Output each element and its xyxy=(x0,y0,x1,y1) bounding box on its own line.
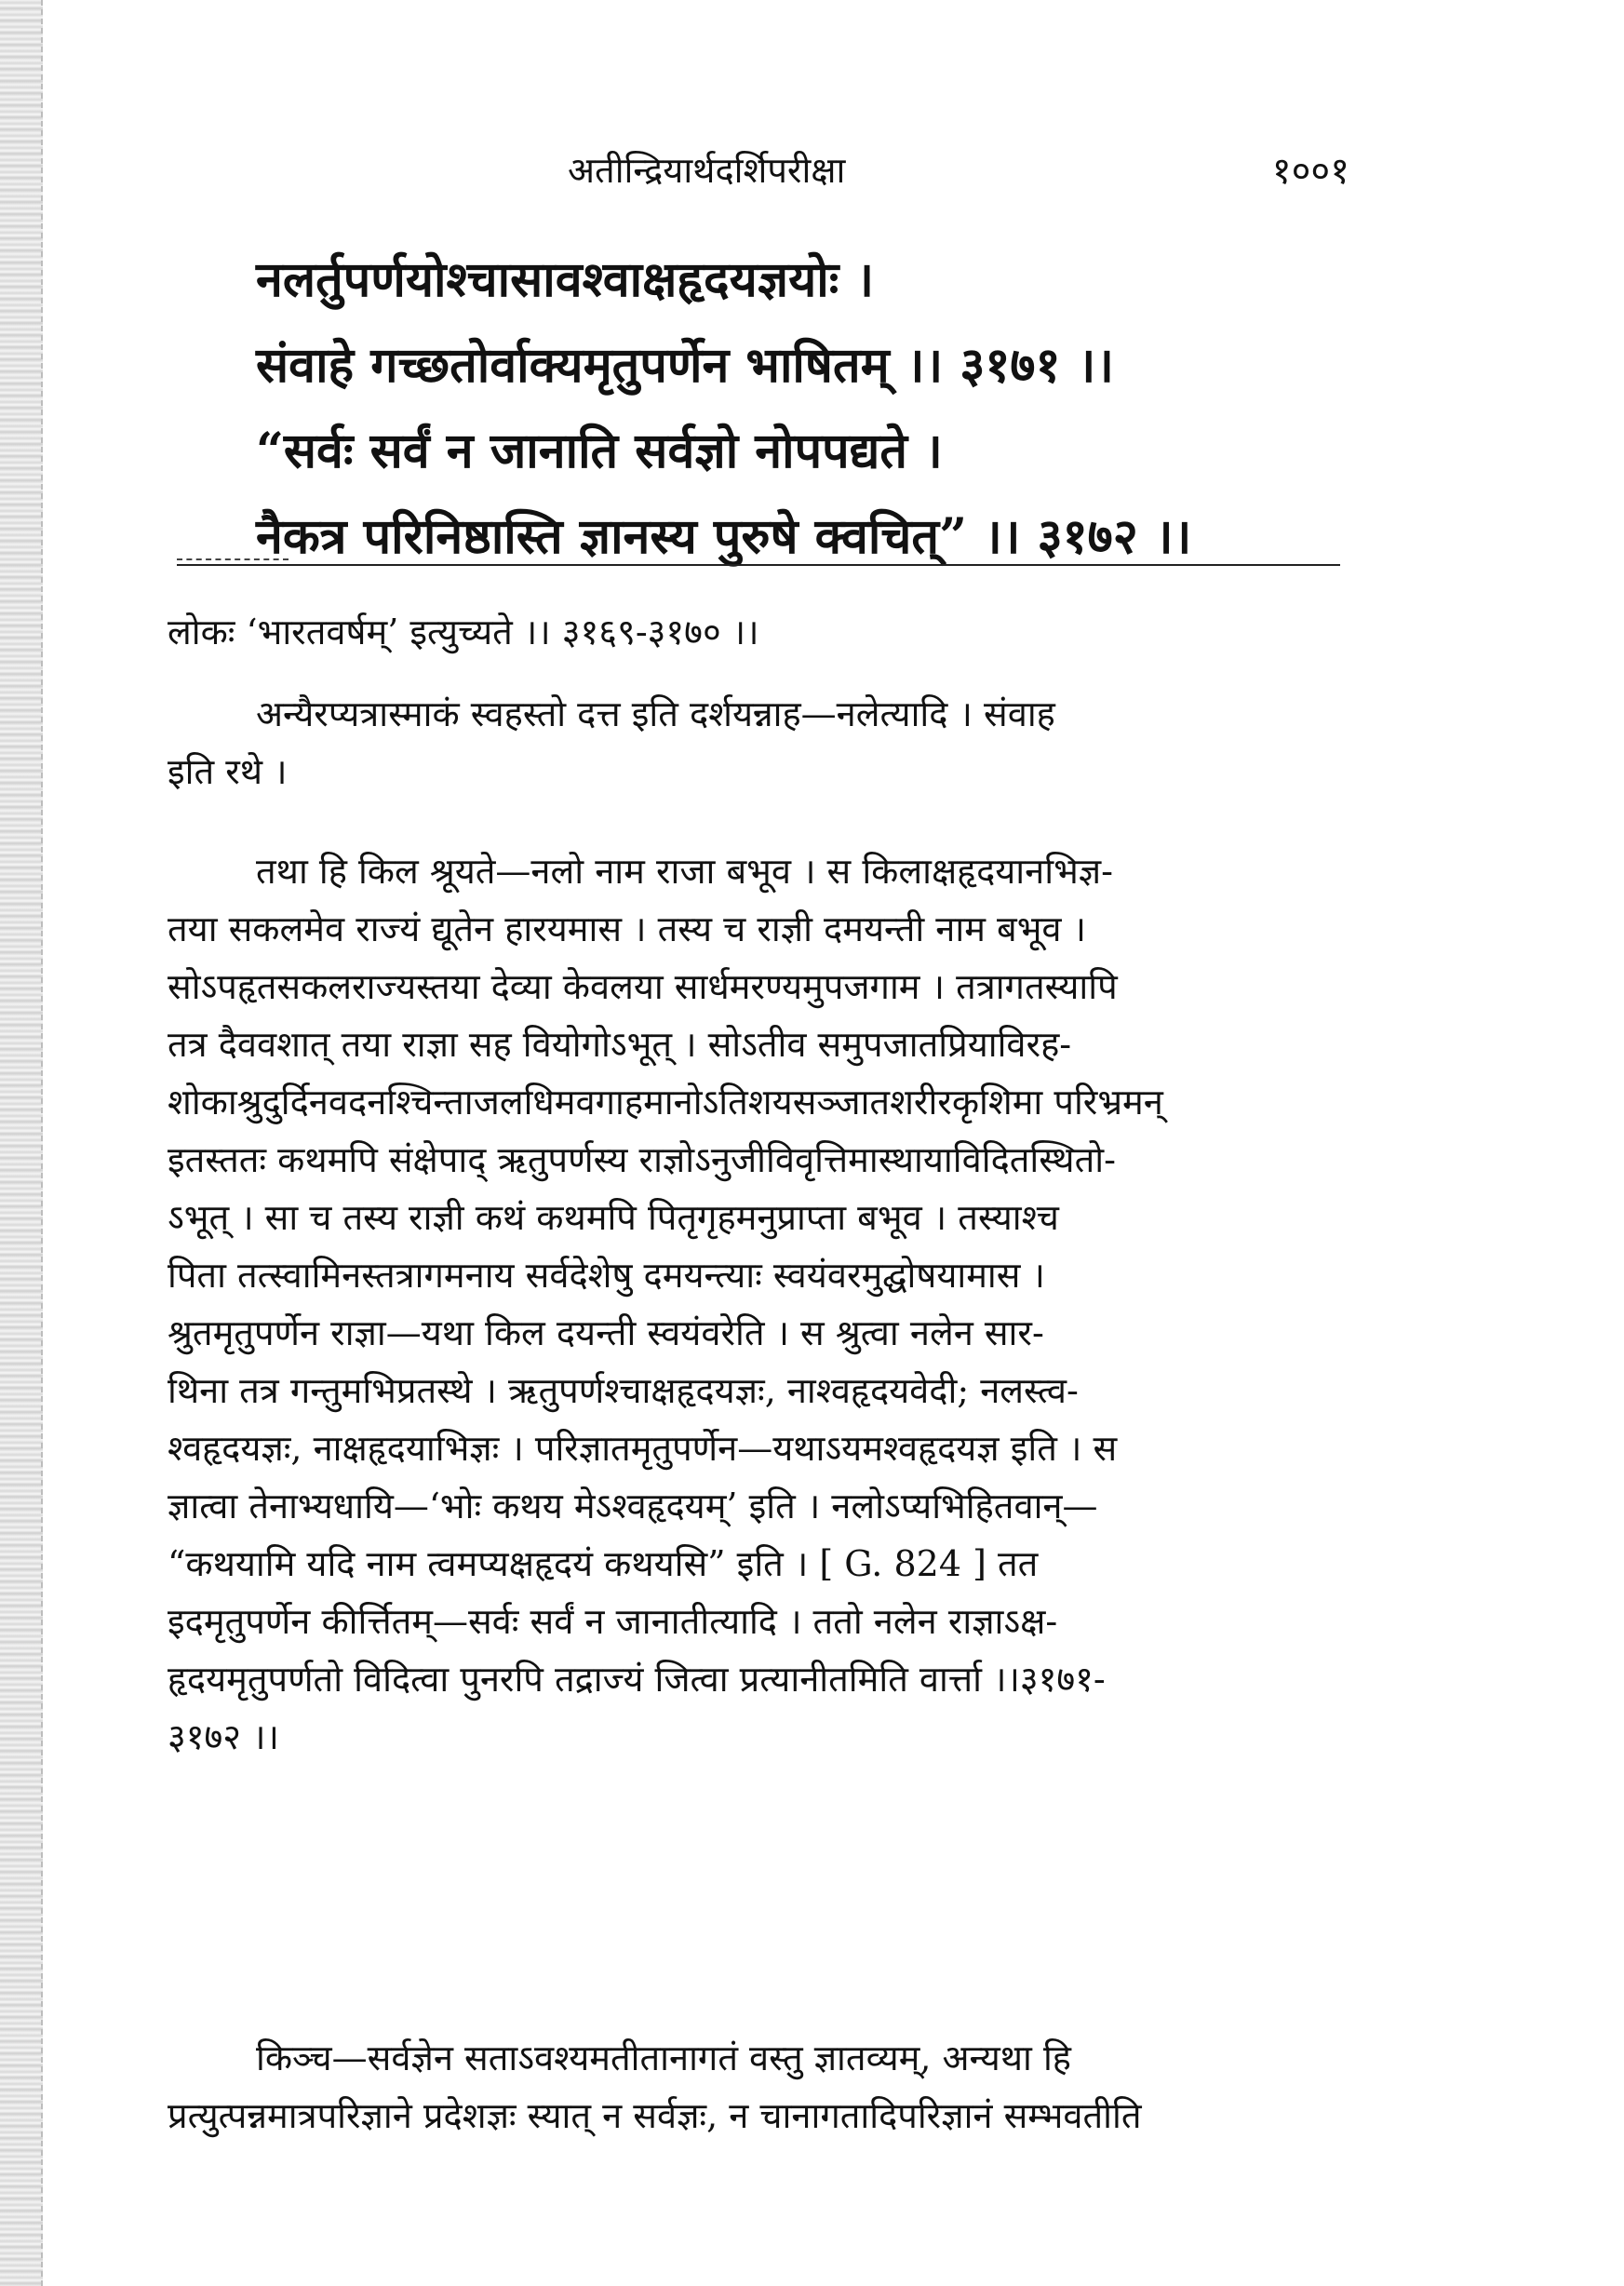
verse-line: “सर्वः सर्वं न जानाति सर्वज्ञो नोपपद्यते । xyxy=(256,423,943,479)
commentary-paragraph-4 xyxy=(168,2029,1345,2145)
commentary-paragraph-3 xyxy=(168,842,1345,1766)
verse-line: संवाहे गच्छतोर्वाक्यमृतुपर्णेन भाषितम् ।। ३१७१ ।। xyxy=(256,337,1114,394)
verse-line: नैकत्र परिनिष्ठास्ति ज्ञानस्य पुरुषे क्वचित्” ।। ३१७२ ।। xyxy=(256,508,1192,565)
text-line: सोऽपहृतसकलराज्यस्तया देव्या केवलया सार्धमरण्यमुपजगाम । तत्रागतस्यापि xyxy=(168,966,1118,1007)
text-line: इतस्ततः कथमपि संक्षेपाद् ऋतुपर्णस्य राज्ञोऽनुजीविवृत्तिमास्थायाविदितस्थितो- xyxy=(168,1139,1116,1180)
verse-block xyxy=(256,237,1326,580)
text-line: इति रथे । xyxy=(168,751,288,792)
text-line: पिता तत्स्वामिनस्तत्रागमनाय सर्वदेशेषु दमयन्त्याः स्वयंवरमुद्घोषयामास । xyxy=(168,1255,1045,1296)
text-line: ज्ञात्वा तेनाभ्यधायि—‘भोः कथय मेऽश्वहृदयम्’ इति । नलोऽप्यभिहितवान्— xyxy=(168,1486,1098,1526)
verse-line: नलर्तुपर्णयोश्चासावश्वाक्षहृदयज्ञयोः । xyxy=(256,251,875,308)
text-line: हृदयमृतुपर्णतो विदित्वा पुनरपि तद्राज्यं जित्वा प्रत्यानीतमिति वार्त्ता ।।३१७१- xyxy=(168,1659,1106,1700)
text-line: लोकः ‘भारतवर्षम्’ इत्युच्यते ।। ३१६९-३१७० ।। xyxy=(168,612,759,652)
text-line: तया सकलमेव राज्यं द्यूतेन हारयमास । तस्य च राज्ञी दमयन्ती नाम बभूव । xyxy=(168,908,1087,949)
text-line: अन्यैरप्यत्रास्माकं स्वहस्तो दत्त इति दर्शयन्नाह—नलेत्यादि । संवाह xyxy=(256,693,1055,734)
text-line: “कथयामि यदि नाम त्वमप्यक्षहृदयं कथयसि” इति । [ G. 824 ] तत xyxy=(168,1543,1039,1584)
divider-dashes xyxy=(177,558,289,560)
text-line: प्रत्युत्पन्नमात्रपरिज्ञाने प्रदेशज्ञः स्यात् न सर्वज्ञः, न चानागतादिपरिज्ञानं सम्भवतीति xyxy=(168,2095,1142,2136)
text-line: किञ्च—सर्वज्ञेन सताऽवश्यमतीतानागतं वस्तु ज्ञातव्यम्, अन्यथा हि xyxy=(256,2037,1071,2078)
text-line: तथा हि किल श्रूयते—नलो नाम राजा बभूव । स किलाक्षहृदयानभिज्ञ- xyxy=(256,851,1113,892)
commentary-paragraph-1 xyxy=(168,603,1345,661)
running-title: अतीन्द्रियार्थदर्शिपरीक्षा xyxy=(568,150,846,191)
text-line: ऽभूत् । सा च तस्य राज्ञी कथं कथमपि पितृगृहमनुप्राप्ता बभूव । तस्याश्च xyxy=(168,1197,1059,1238)
text-line: इदमृतुपर्णेन कीर्त्तितम्—सर्वः सर्वं न जानातीत्यादि । ततो नलेन राज्ञाऽक्ष- xyxy=(168,1601,1058,1642)
divider-rule xyxy=(177,564,1340,566)
commentary-paragraph-2 xyxy=(168,685,1345,800)
text-line: श्रुतमृतुपर्णेन राज्ञा—यथा किल दयन्ती स्वयंवरेति । स श्रुत्वा नलेन सार- xyxy=(168,1312,1044,1353)
page-binding-edge xyxy=(0,0,43,2286)
page-header xyxy=(177,140,1349,205)
text-line: थिना तत्र गन्तुमभिप्रतस्थे । ऋतुपर्णश्चाक्षहृदयज्ञः, नाश्वहृदयवेदी; नलस्त्व- xyxy=(168,1370,1079,1411)
page-number: १००१ xyxy=(1271,150,1349,193)
text-line: ३१७२ ।। xyxy=(168,1716,279,1757)
text-line: श्वहृदयज्ञः, नाक्षहृदयाभिज्ञः । परिज्ञातमृतुपर्णेन—यथाऽयमश्वहृदयज्ञ इति । स xyxy=(168,1428,1118,1469)
text-line: शोकाश्रुदुर्दिनवदनश्चिन्ताजलधिमवगाहमानोऽतिशयसञ्जातशरीरकृशिमा परिभ्रमन् xyxy=(168,1082,1163,1123)
text-line: तत्र दैववशात् तया राज्ञा सह वियोगोऽभूत् । सोऽतीव समुपजातप्रियाविरह- xyxy=(168,1024,1072,1065)
